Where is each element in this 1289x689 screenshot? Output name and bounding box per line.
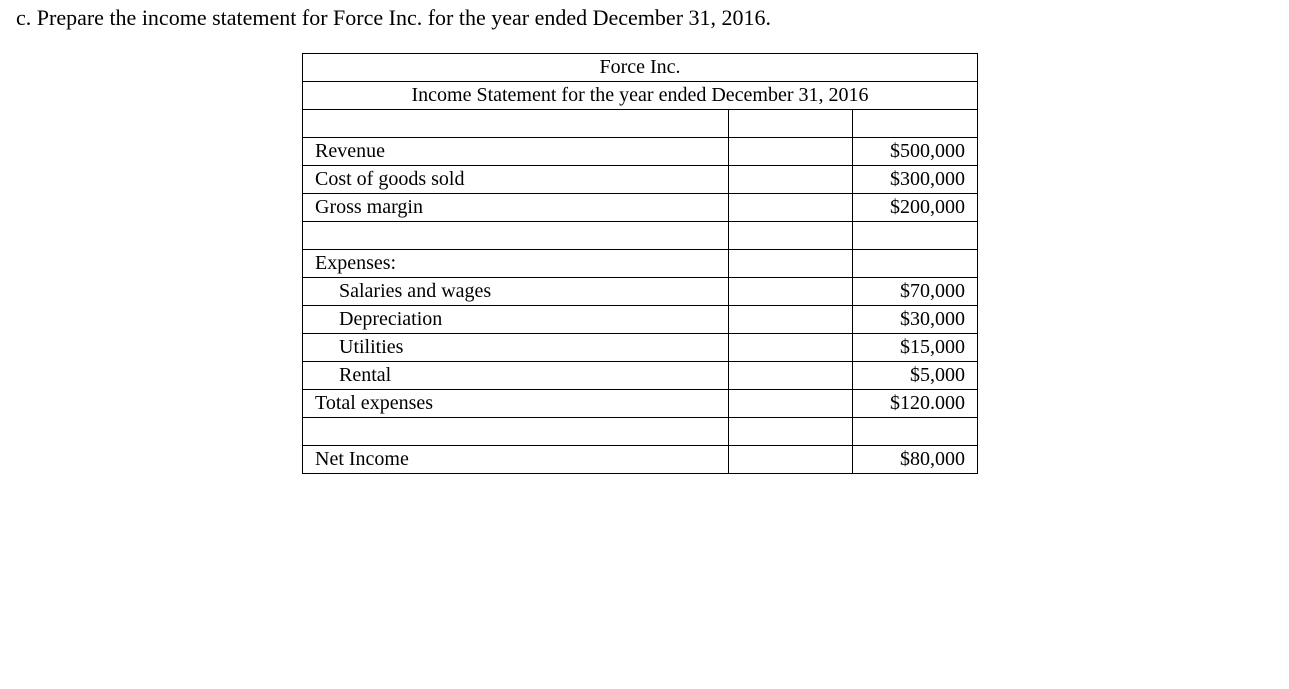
- cogs-label: Cost of goods sold: [303, 166, 729, 194]
- table-row: [303, 250, 978, 278]
- expense-amount: $70,000: [852, 278, 977, 306]
- revenue-label: Revenue: [303, 138, 729, 166]
- total-expenses-label: Total expenses: [303, 390, 729, 418]
- expense-amount: $15,000: [852, 334, 977, 362]
- expense-amount: $5,000: [852, 362, 977, 390]
- expense-amount: $30,000: [852, 306, 977, 334]
- table-row: [303, 390, 978, 418]
- table-row: [303, 194, 978, 222]
- table-row: [303, 278, 978, 306]
- expense-label: Salaries and wages: [303, 278, 729, 306]
- revenue-amount: $500,000: [852, 138, 977, 166]
- title-row: [303, 54, 978, 82]
- expense-label: Rental: [303, 362, 729, 390]
- net-income-amount: $80,000: [852, 446, 977, 474]
- table-row: [303, 138, 978, 166]
- table-row: [303, 446, 978, 474]
- expense-label: Utilities: [303, 334, 729, 362]
- statement-heading: Income Statement for the year ended December 31, 2016: [303, 82, 978, 110]
- expense-label: Depreciation: [303, 306, 729, 334]
- gross-margin-amount: $200,000: [852, 194, 977, 222]
- gross-margin-label: Gross margin: [303, 194, 729, 222]
- table-row: [303, 362, 978, 390]
- blank-row: [303, 222, 978, 250]
- blank-row: [303, 418, 978, 446]
- expenses-header: Expenses:: [303, 250, 729, 278]
- company-name: Force Inc.: [303, 54, 978, 82]
- question-text: c. Prepare the income statement for Force Inc. for the year ended December 31, 2016.: [16, 5, 772, 30]
- income-statement-table: [302, 53, 978, 474]
- total-expenses-amount: $120.000: [852, 390, 977, 418]
- table-row: [303, 306, 978, 334]
- table-row: [303, 166, 978, 194]
- net-income-label: Net Income: [303, 446, 729, 474]
- cogs-amount: $300,000: [852, 166, 977, 194]
- table-row: [303, 334, 978, 362]
- heading-row: [303, 82, 978, 110]
- blank-row: [303, 110, 978, 138]
